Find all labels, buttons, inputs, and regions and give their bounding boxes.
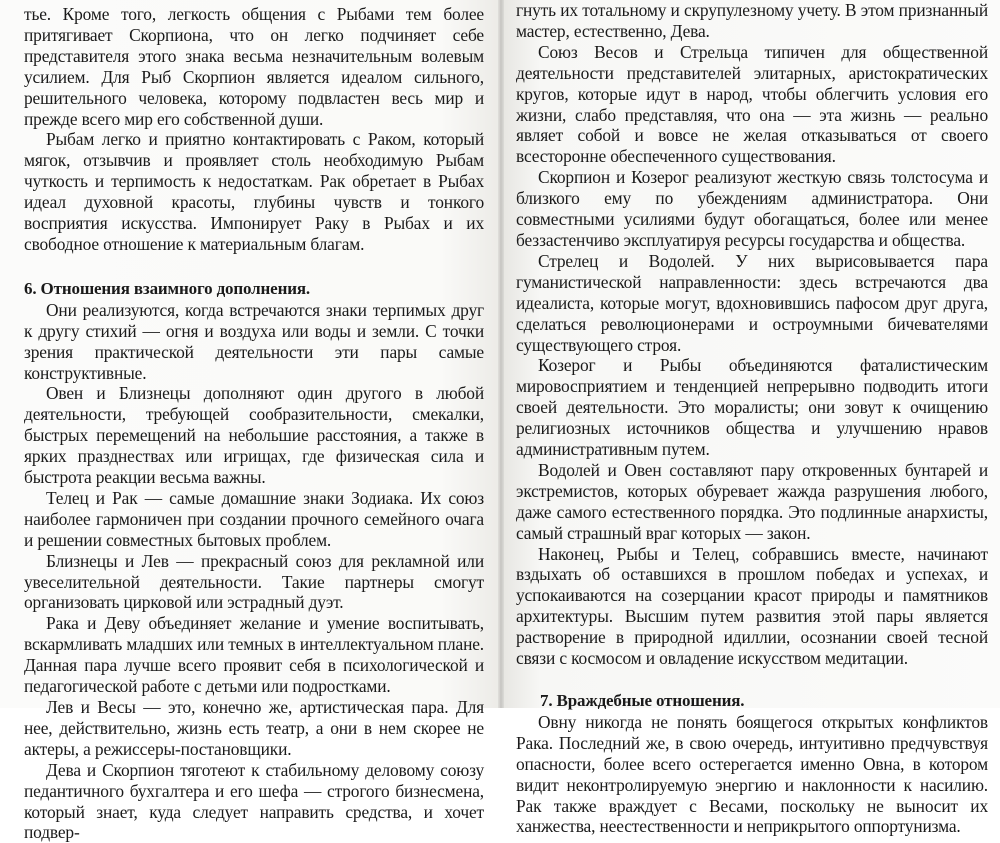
paragraph: Водолей и Овен составляют пару откровенных бунтарей и экстремистов, которых обуревает жажда разрушения любого, даже самого естественного порядка. Это подлинные анархисты, самый страшный враг которых — закон. bbox=[516, 459, 988, 543]
paragraph: Овен и Близнецы дополняют один другого в любой деятельности, требующей сообразительности, смекалки, быстрых перемещений на небольшие расстояния, а также в ярких празднествах или игрищах, где физическая сила и быстрота реакции весьма важны. bbox=[24, 383, 484, 488]
paragraph: Дева и Скорпион тяготеют к стабильному деловому союзу педантичного бухгалтера и его шефа — строгого бизнесмена, который знает, куда следует направить средства, и хочет подвер- bbox=[24, 759, 484, 843]
paragraph: Лев и Весы — это, конечно же, артистическая пара. Для нее, действительно, жизнь есть театр, а они в нем скорее не актеры, а режиссеры-постановщики. bbox=[24, 697, 484, 759]
paragraph: Союз Весов и Стрельца типичен для общественной деятельности представителей элитарных, аристократических кругов, которые идут в народ, чтобы облегчить условия его жизни, слабо представляя, что она — эта жизнь — реально являет собой и вовсе не желая отказываться от своего всесторонне обеспеченного существования. bbox=[516, 41, 988, 167]
paragraph: Наконец, Рыбы и Телец, собравшись вместе, начинают вздыхать об оставшихся в прошлом победах и успехах, и успокаиваются на созерцании красот природы и памятников архитектуры. Высшим путем развития этой пары является растворение в природной идиллии, осознании своей тесной связи с космосом и овладение искусством медитации. bbox=[516, 543, 988, 669]
section-heading: 7. Враждебные отношения. bbox=[540, 691, 745, 710]
book-gutter bbox=[498, 0, 504, 708]
paragraph: гнуть их тотальному и скрупулезному учету. В этом признанный мастер, естественно, Дева. bbox=[516, 0, 988, 41]
section-heading: 6. Отношения взаимного дополнения. bbox=[24, 278, 311, 298]
paragraph: Телец и Рак — самые домашние знаки Зодиака. Их союз наиболее гармоничен при создании прочного семейного очага и решении совместных бытовых проблем. bbox=[24, 487, 484, 550]
paragraph: Козерог и Рыбы объединяются фаталистическим мировосприятием и тенденцией непрерывно подводить итоги своей деятельности. Это моралисты; они зовут к очищению религиозных источников общества и улучшению нравов административным путем. bbox=[516, 355, 988, 460]
paragraph: Они реализуются, когда встречаются знаки терпимых друг к другу стихий — огня и воздуха или воды и земли. С точки зрения практической деятельности эти пары самые конструктивные. bbox=[24, 299, 484, 383]
paragraph: Рыбам легко и приятно контактировать с Раком, который мягок, отзывчив и проявляет столь необходимую Рыбам чуткость и терпимость к недостаткам. Рак обретает в Рыбах идеал духовной красоты, глубины чувств и тонкого восприятия искусства. Импонирует Раку в Рыбах и их свободное отношение к материальным благам. bbox=[24, 129, 484, 254]
paragraph: Рака и Деву объединяет желание и умение воспитывать, вскармливать младших или темных в интеллектуальном плане. Данная пара лучше всего проявит себя в психологической и педагогической работе с детьми или подростками. bbox=[24, 613, 484, 697]
paragraph: Овну никогда не понять боящегося открытых конфликтов Рака. Последний же, в свою очередь, интуитивно предчувствуя опасности, более всего остерегается именно Овна, в котором видит неконтролируемую энергию и наклонности к насилию. Рак также враждует с Весами, поскольку не выносит их ханжества, неестественности и неприкрытого оппортунизма. bbox=[516, 711, 988, 837]
paragraph: Стрелец и Водолей. У них вырисовывается пара гуманистической направленности: здесь встречаются два идеалиста, которые могут, вдохновившись пафосом друг друга, сделаться революционерами и остроумными бичевателями существующего строя. bbox=[516, 250, 988, 355]
paragraph: тье. Кроме того, легкость общения с Рыбами тем более притягивает Скорпиона, что он легко подчиняет себе представителя этого знака весьма незначительным волевым усилием. Для Рыб Скорпион является идеалом сильного, решительного человека, которому подвластен весь мир и прежде всего мир его собственной души. bbox=[24, 4, 484, 129]
paragraph: Близнецы и Лев — прекрасный союз для рекламной или увеселительной деятельности. Такие партнеры смогут организовать цирковой или эстрадный дуэт. bbox=[24, 550, 484, 613]
right-page bbox=[500, 0, 1000, 837]
paragraph: Скорпион и Козерог реализуют жесткую связь толстосума и близкого ему по убеждениям администратора. Они совместными усилиями будут обогащаться, более или менее беззастенчиво эксплуатируя ресурсы государства и общества. bbox=[516, 167, 988, 250]
